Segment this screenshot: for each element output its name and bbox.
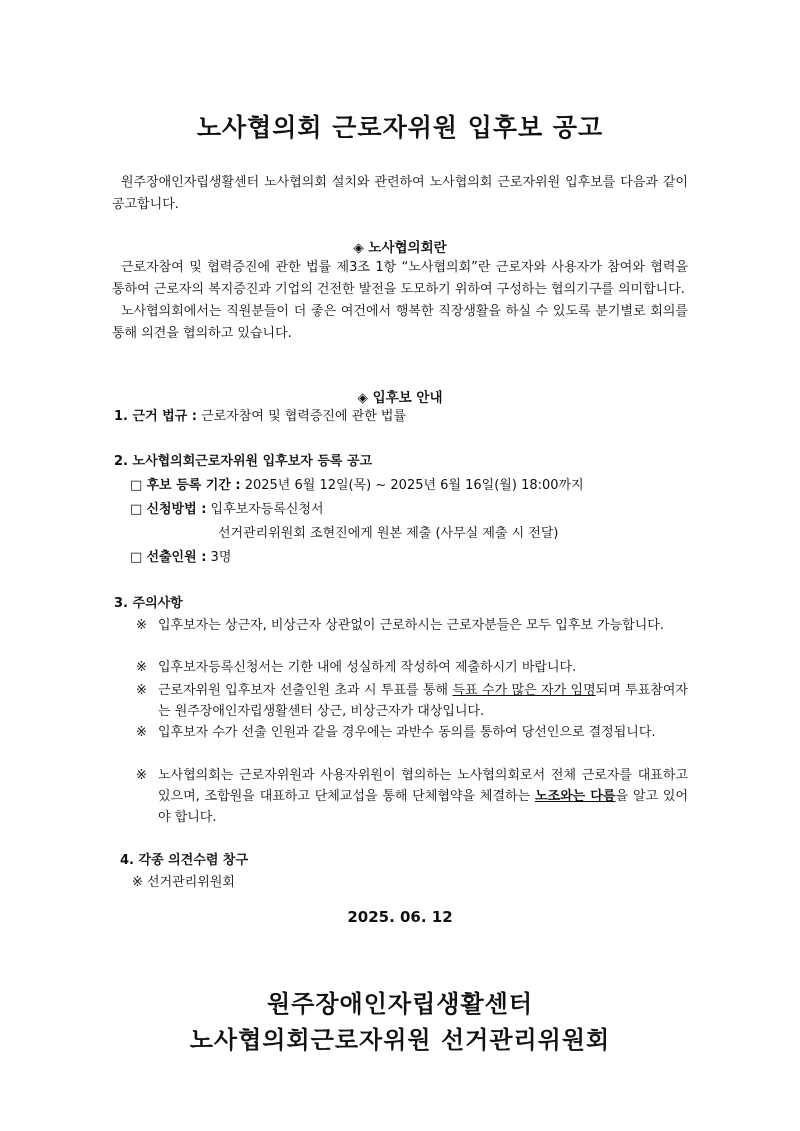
precaution-note-5 <box>136 765 688 828</box>
feedback-channel-value: ※ 선거관리위원회 <box>132 875 235 890</box>
checkbox-icon: □ <box>130 502 143 517</box>
application-method-value: 입후보자등록신청서 <box>210 502 324 517</box>
selection-count-value: 3명 <box>210 550 232 565</box>
section-heading-candidacy: ◈ 입후보 안내 <box>357 390 443 406</box>
application-method-item <box>130 500 324 520</box>
announcement-date: 2025. 06. 12 <box>347 908 453 926</box>
checkbox-icon: □ <box>130 550 143 565</box>
precaution-note-1-text: 입후보자는 상근자, 비상근자 상관없이 근로하시는 근로자분들은 모두 입후보 가능합니다. <box>158 618 664 633</box>
precaution-note-1 <box>136 615 688 636</box>
precaution-note-3 <box>136 680 688 722</box>
council-activity-text: 노사협의회에서는 직원분들이 더 좋은 여건에서 행복한 직장생활을 하실 수 있도록 분기별로 회의를 통해 의견을 협의하고 있습니다. <box>112 304 688 341</box>
note-mark-icon: ※ <box>136 683 147 698</box>
registration-period-item <box>130 476 584 496</box>
council-definition-text: 근로자참여 및 협력증진에 관한 법률 제3조 1항 “노사협의회”란 근로자와 사용자가 참여와 협력을 통하여 근로자의 복지증진과 기업의 건전한 발전을 도모하기 위하여 구성하는 협의기구를 의미합니다. <box>112 260 688 297</box>
selection-count-label: 선출인원 : <box>146 550 207 565</box>
application-method-label: 신청방법 : <box>146 502 207 517</box>
precautions-title: 3. 주의사항 <box>114 596 183 611</box>
registration-notice-title: 2. 노사협의회근로자위원 입후보자 등록 공고 <box>114 454 373 469</box>
note-mark-icon: ※ <box>136 725 147 740</box>
precaution-note-5-text <box>158 765 688 828</box>
note-mark-icon: ※ <box>136 660 147 675</box>
legal-basis-item <box>114 407 406 427</box>
note-3-text-b: 되며 투표참여자는 원주장애인자립생활센터 상근, 비상근자가 대상입니다. <box>158 683 688 719</box>
precaution-note-2-text: 입후보자등록신청서는 기한 내에 성실하게 작성하여 제출하시기 바랍니다. <box>158 660 577 675</box>
council-definition-paragraph <box>112 257 688 345</box>
election-committee-name: 노사협의회근로자위원 선거관리위원회 <box>189 1026 611 1054</box>
organization-name: 원주장애인자립생활센터 <box>266 990 534 1018</box>
note-5-text-a: 노사협의회는 근로자위원과 사용자위원이 협의하는 노사협의회로서 전체 근로자를 대표하고 있으며, 조합원을 대표하고 단체교섭을 통해 단체협약을 체결하는 <box>158 768 688 804</box>
checkbox-icon: □ <box>130 478 143 493</box>
legal-basis-label: 1. 근거 법규 : <box>114 409 197 424</box>
note-mark-icon: ※ <box>136 768 147 783</box>
section-heading-council: ◈ 노사협의회란 <box>353 240 447 256</box>
document-title: 노사협의회 근로자위원 입후보 공고 <box>196 113 604 142</box>
registration-period-label: 후보 등록 기간 : <box>146 478 241 493</box>
feedback-channel-title: 4. 각종 의견수렴 창구 <box>120 853 249 868</box>
legal-basis-value: 근로자참여 및 협력증진에 관한 법률 <box>201 409 407 424</box>
precaution-note-2 <box>136 657 688 678</box>
selection-count-item <box>130 548 231 568</box>
precaution-note-4 <box>136 722 688 743</box>
note-3-text-a: 근로자위원 입후보자 선출인원 초과 시 투표를 통해 <box>158 683 453 698</box>
note-mark-icon: ※ <box>136 618 147 633</box>
note-5-text-b: 을 알고 있어야 합니다. <box>158 789 689 825</box>
intro-paragraph <box>112 172 688 216</box>
registration-period-value: 2025년 6월 12일(목) ~ 2025년 6월 16일(월) 18:00까지 <box>244 478 584 493</box>
note-5-underlined: 노조와는 다름 <box>534 789 616 804</box>
application-method-value-2: 선거관리위원회 조현진에게 원본 제출 (사무실 제출 시 전달) <box>218 526 559 541</box>
precaution-note-3-text <box>158 680 688 722</box>
intro-text: 원주장애인자립생활센터 노사협의회 설치와 관련하여 노사협의회 근로자위원 입후보를 다음과 같이 공고합니다. <box>112 175 688 212</box>
precaution-note-4-text: 입후보자 수가 선출 인원과 같을 경우에는 과반수 동의를 통하여 당선인으로 결정됩니다. <box>158 725 656 740</box>
note-3-underlined: 득표 수가 많은 자가 임명 <box>452 683 596 698</box>
